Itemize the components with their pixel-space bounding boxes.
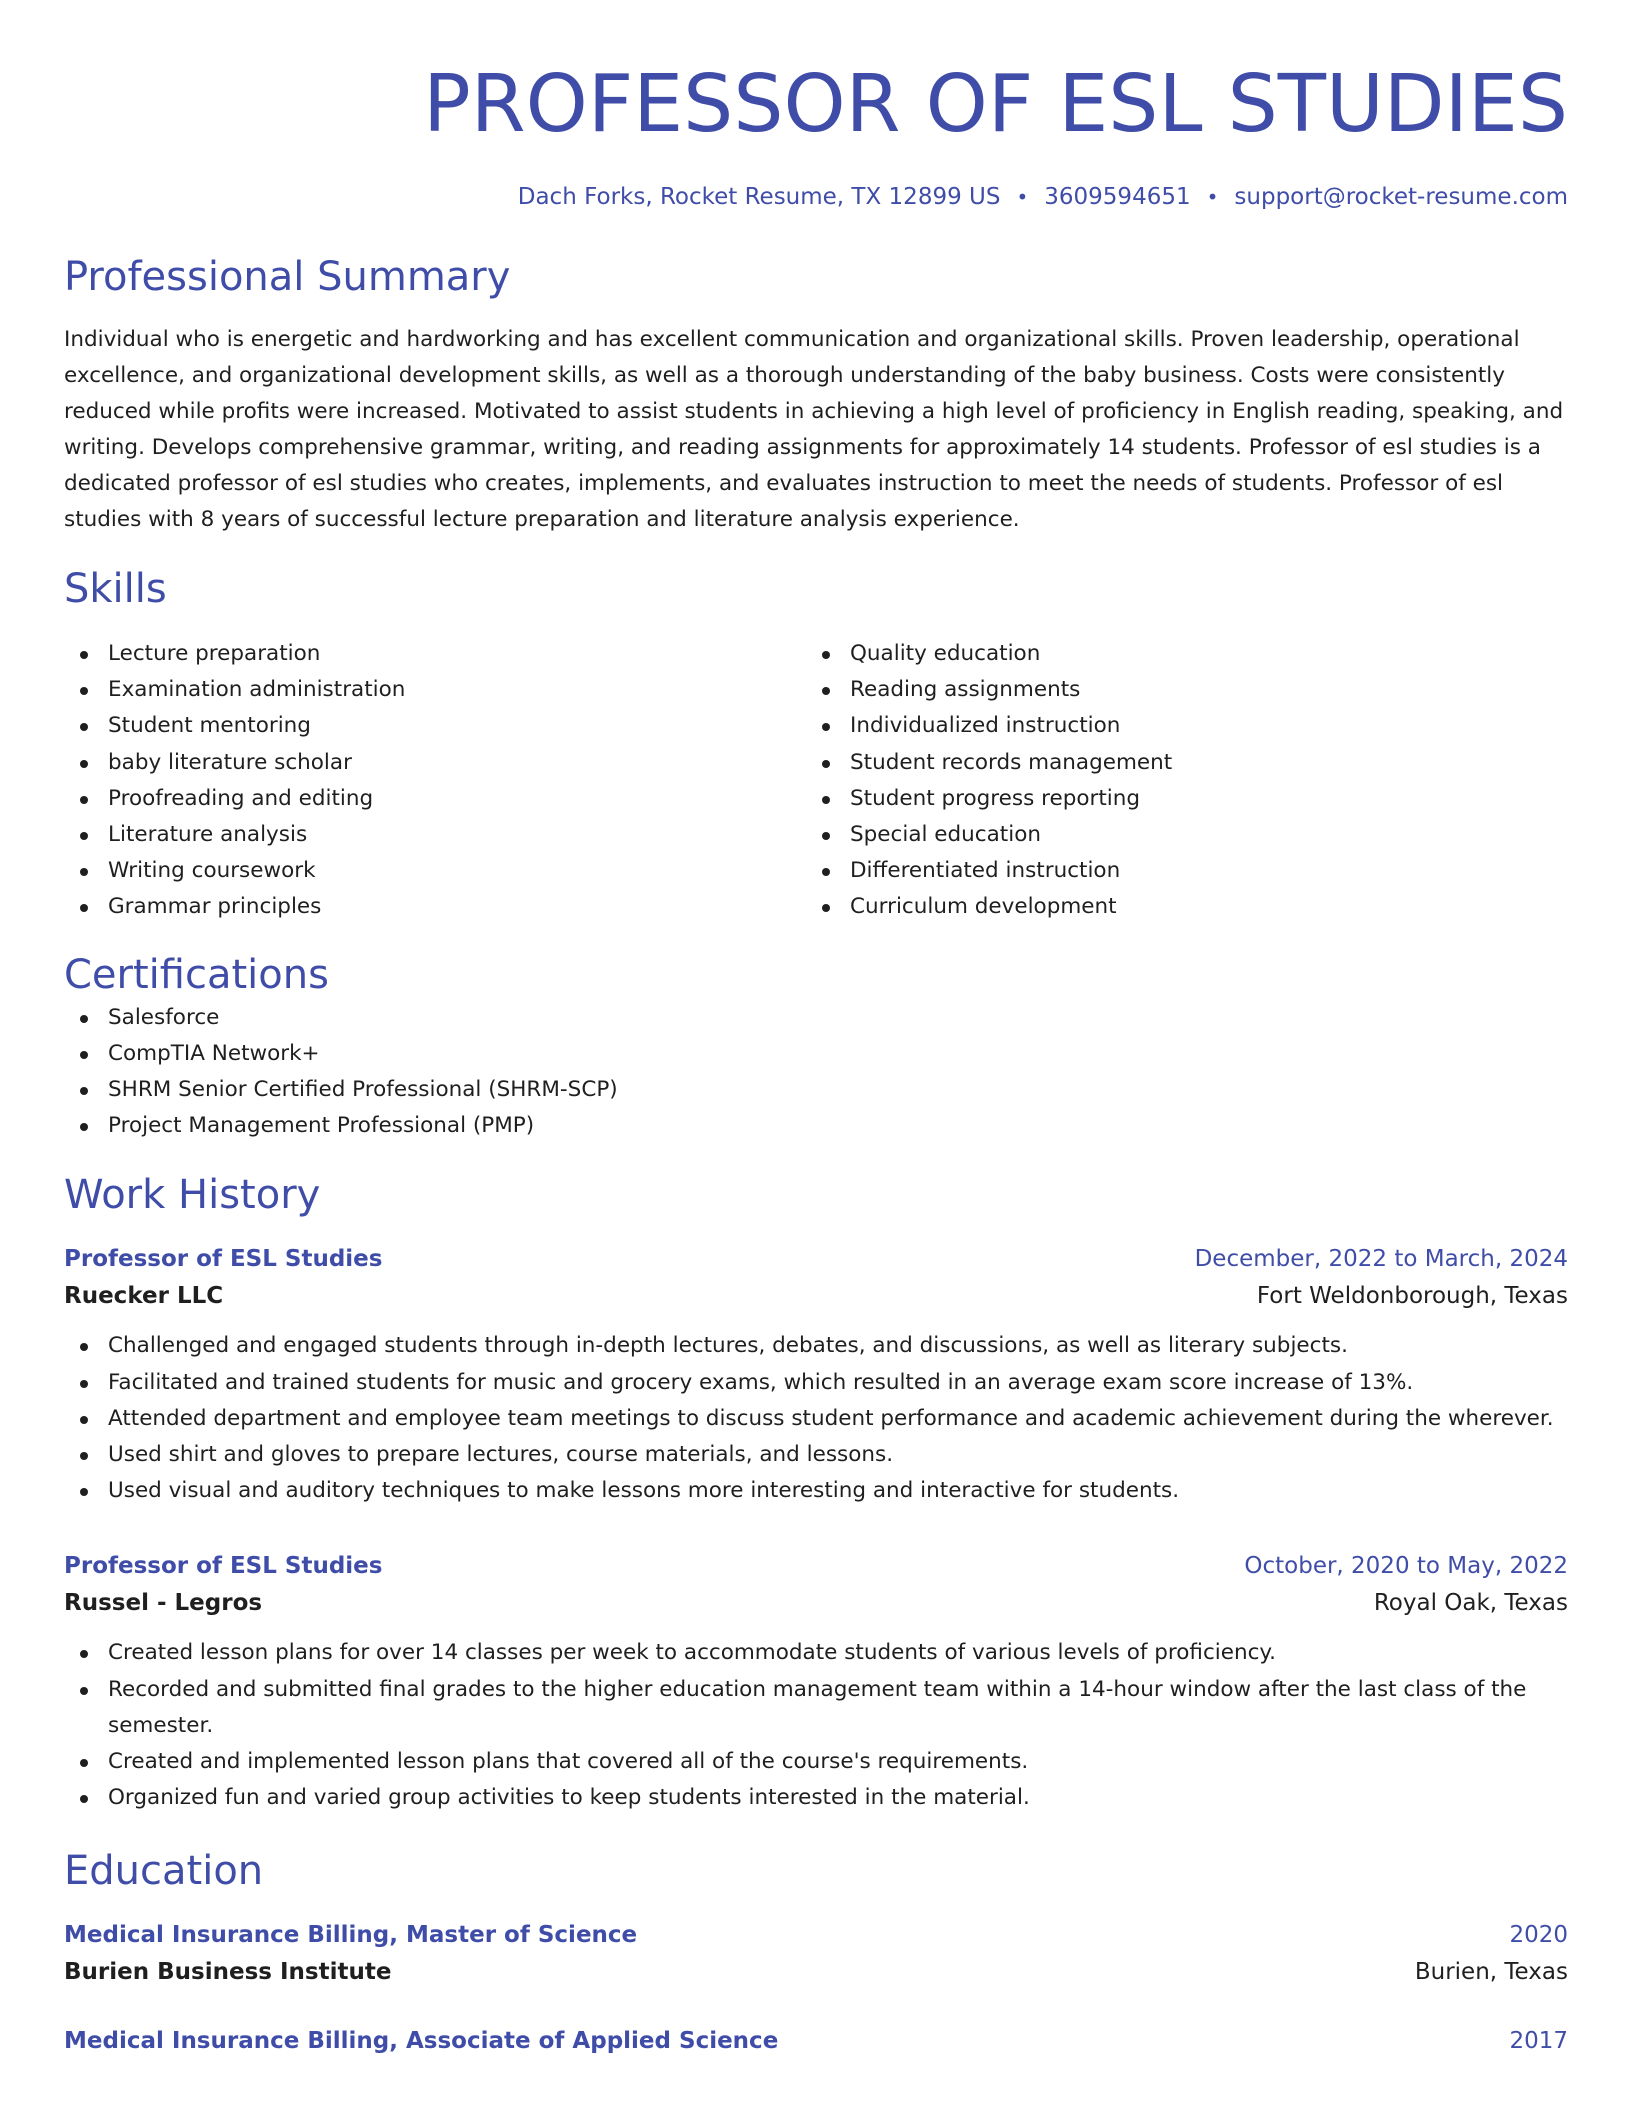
certification-item: Salesforce bbox=[64, 1000, 1568, 1036]
section-title-skills: Skills bbox=[64, 566, 167, 612]
certifications-list bbox=[64, 1000, 1568, 1145]
education-degree: Medical Insurance Billing, Master of Science bbox=[64, 1922, 638, 1949]
job-subheader bbox=[64, 1583, 1568, 1623]
job-location: Fort Weldonborough, Texas bbox=[1256, 1283, 1568, 1310]
skill-item: Curriculum development bbox=[806, 889, 1548, 925]
contact-phone[interactable]: 3609594651 bbox=[1044, 184, 1191, 210]
education-entry bbox=[64, 1918, 1568, 1992]
contact-separator: • bbox=[1206, 185, 1219, 209]
section-title-work-history: Work History bbox=[64, 1172, 321, 1219]
education-subheader bbox=[64, 1952, 1568, 1992]
education-header bbox=[64, 1918, 1568, 1952]
skill-item: Student progress reporting bbox=[806, 781, 1548, 817]
skill-item: Literature analysis bbox=[64, 817, 806, 853]
job-bullet: Created lesson plans for over 14 classes per week to accommodate students of various levels of proficiency. bbox=[64, 1635, 1568, 1671]
job-bullet: Challenged and engaged students through in-depth lectures, debates, and discussions, as well as literary subjects. bbox=[64, 1328, 1568, 1364]
section-title-education: Education bbox=[64, 1848, 264, 1895]
education-year: 2017 bbox=[1509, 2028, 1568, 2055]
skill-item: Lecture preparation bbox=[64, 636, 806, 672]
contact-separator: • bbox=[1016, 185, 1029, 209]
skills-grid bbox=[64, 636, 1568, 926]
education-location: Burien, Texas bbox=[1414, 1959, 1568, 1986]
contact-address: Dach Forks, Rocket Resume, TX 12899 US bbox=[517, 184, 1001, 210]
job-subheader bbox=[64, 1276, 1568, 1316]
skills-column-right bbox=[806, 636, 1548, 926]
skill-item: Quality education bbox=[806, 636, 1548, 672]
job-dates: December, 2022 to March, 2024 bbox=[1194, 1246, 1568, 1273]
education-header bbox=[64, 2024, 1568, 2058]
skill-item: Student mentoring bbox=[64, 708, 806, 744]
job-bullet: Attended department and employee team meetings to discuss student performance and academic achievement during the wherever. bbox=[64, 1401, 1568, 1437]
job-bullet: Created and implemented lesson plans that covered all of the course's requirements. bbox=[64, 1744, 1568, 1780]
job-entry bbox=[64, 1549, 1568, 1816]
skill-item: Proofreading and editing bbox=[64, 781, 806, 817]
certification-item: Project Management Professional (PMP) bbox=[64, 1108, 1568, 1144]
skill-item: Writing coursework bbox=[64, 853, 806, 889]
job-bullet: Used shirt and gloves to prepare lectures, course materials, and lessons. bbox=[64, 1437, 1568, 1473]
skills-list-right bbox=[806, 636, 1548, 926]
education-degree: Medical Insurance Billing, Associate of Applied Science bbox=[64, 2028, 779, 2055]
certification-item: CompTIA Network+ bbox=[64, 1036, 1568, 1072]
skill-item: Special education bbox=[806, 817, 1548, 853]
job-bullet: Recorded and submitted final grades to the higher education management team within a 14-hour window after the last class of the semester. bbox=[64, 1672, 1568, 1744]
education-year: 2020 bbox=[1509, 1922, 1568, 1949]
skills-column-left bbox=[64, 636, 806, 926]
job-header bbox=[64, 1549, 1568, 1583]
skill-item: Examination administration bbox=[64, 672, 806, 708]
contact-line bbox=[64, 182, 1568, 212]
job-header bbox=[64, 1242, 1568, 1276]
page-title: PROFESSOR OF ESL STUDIES bbox=[423, 58, 1568, 150]
job-bullet: Used visual and auditory techniques to make lessons more interesting and interactive for students. bbox=[64, 1473, 1568, 1509]
contact-email[interactable]: support@rocket-resume.com bbox=[1234, 184, 1568, 210]
education-school: Burien Business Institute bbox=[64, 1959, 392, 1986]
summary-text: Individual who is energetic and hardworking and has excellent communication and organizational skills. Proven leadership, operational excellence, and organizational development skills, as well as a thorough understanding of the baby business. Costs were consistently reduced while profits were increased. Motivated to assist students in achieving a high level of proficiency in English reading, speaking, and writing. Develops comprehensive grammar, writing, and reading assignments for approximately 14 students. Professor of esl studies is a dedicated professor of esl studies who creates, implements, and evaluates instruction to meet the needs of students. Professor of esl studies with 8 years of successful lecture preparation and literature analysis experience. bbox=[64, 327, 1564, 532]
skill-item: Reading assignments bbox=[806, 672, 1548, 708]
education-entry bbox=[64, 2024, 1568, 2058]
skills-list-left bbox=[64, 636, 806, 926]
job-bullet: Facilitated and trained students for music and grocery exams, which resulted in an average exam score increase of 13%. bbox=[64, 1365, 1568, 1401]
skill-item: baby literature scholar bbox=[64, 745, 806, 781]
certification-item: SHRM Senior Certified Professional (SHRM-SCP) bbox=[64, 1072, 1568, 1108]
job-bullet: Organized fun and varied group activities to keep students interested in the material. bbox=[64, 1780, 1568, 1816]
job-title: Professor of ESL Studies bbox=[64, 1553, 383, 1580]
skill-item: Individualized instruction bbox=[806, 708, 1548, 744]
job-bullets bbox=[64, 1328, 1568, 1509]
skill-item: Differentiated instruction bbox=[806, 853, 1548, 889]
job-dates: October, 2020 to May, 2022 bbox=[1244, 1553, 1568, 1580]
job-bullets bbox=[64, 1635, 1568, 1816]
skill-item: Grammar principles bbox=[64, 889, 806, 925]
job-title: Professor of ESL Studies bbox=[64, 1246, 383, 1273]
job-company: Russel - Legros bbox=[64, 1590, 263, 1617]
section-title-certifications: Certifications bbox=[64, 951, 329, 998]
job-entry bbox=[64, 1242, 1568, 1509]
section-title-summary: Professional Summary bbox=[64, 254, 511, 300]
job-location: Royal Oak, Texas bbox=[1373, 1590, 1568, 1617]
skill-item: Student records management bbox=[806, 745, 1548, 781]
job-company: Ruecker LLC bbox=[64, 1283, 224, 1310]
